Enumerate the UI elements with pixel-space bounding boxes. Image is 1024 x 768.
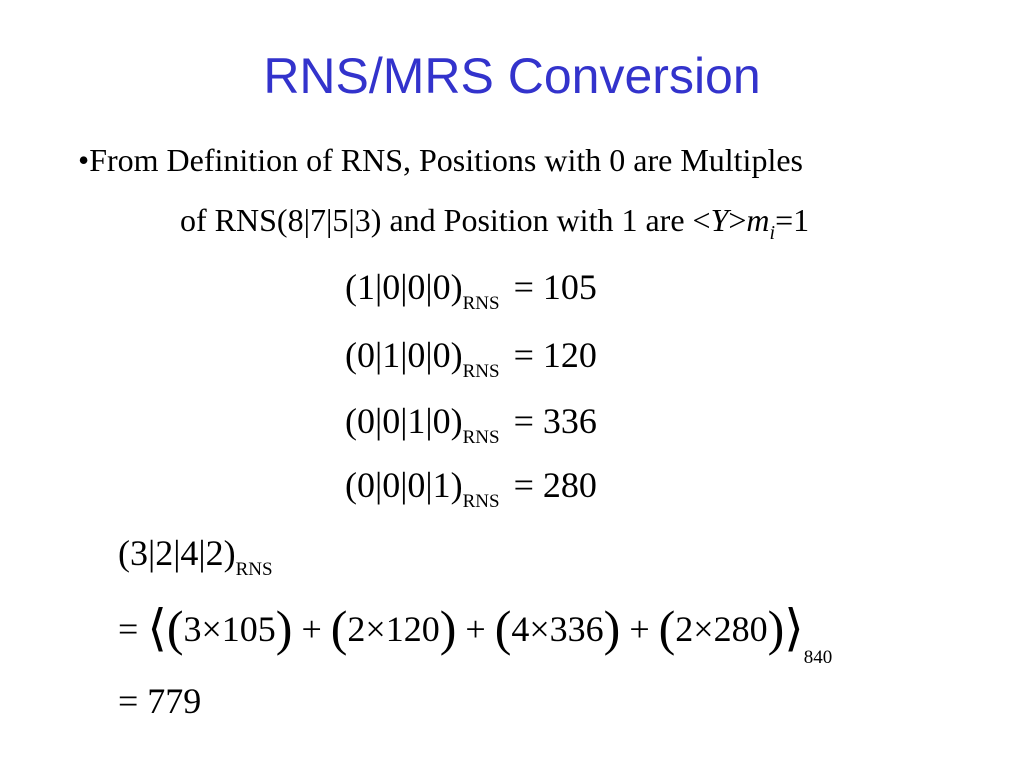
example-term-1: 3×105 xyxy=(183,609,276,649)
example-modulus: 840 xyxy=(803,647,833,668)
example-term-4: 2×280 xyxy=(675,609,768,649)
example-langle: ⟨ xyxy=(147,600,167,656)
equation-3 xyxy=(345,400,597,459)
equation-sub: RNS xyxy=(462,427,500,448)
equation-4 xyxy=(345,464,597,523)
equation-sub: RNS xyxy=(462,361,500,382)
example-eq-sign: = xyxy=(118,609,139,649)
example-term-2: 2×120 xyxy=(347,609,440,649)
equation-lhs: (0|0|1|0) xyxy=(345,401,463,441)
example-lhs-text: (3|2|4|2) xyxy=(118,533,236,573)
equation-2 xyxy=(345,334,597,393)
bullet-line-2-text: of RNS(8|7|5|3) and Position with 1 are xyxy=(180,202,693,238)
equation-lhs: (0|1|0|0) xyxy=(345,335,463,375)
example-lparen: ( xyxy=(330,600,348,656)
example-rangle: ⟩ xyxy=(784,600,804,656)
equation-sub: RNS xyxy=(462,293,500,314)
bullet-end: =1 xyxy=(775,202,810,238)
equation-lhs: (1|0|0|0) xyxy=(345,267,463,307)
equation-sub: RNS xyxy=(462,491,500,512)
equation-rhs: = 336 xyxy=(513,401,597,441)
bullet-lt: < xyxy=(692,202,711,238)
slide-title: RNS/MRS Conversion xyxy=(263,48,761,104)
bullet-y: Y xyxy=(710,202,729,238)
example-lparen: ( xyxy=(658,600,676,656)
example-rparen: ) xyxy=(439,600,457,656)
example-sum xyxy=(118,593,833,668)
bullet-m: m xyxy=(746,202,770,238)
example-rparen: ) xyxy=(275,600,293,656)
example-plus: + xyxy=(301,609,322,649)
example-sub: RNS xyxy=(235,559,273,580)
bullet-line-2 xyxy=(180,200,809,253)
example-result: = 779 xyxy=(118,681,202,721)
example-rparen: ) xyxy=(603,600,621,656)
example-plus: + xyxy=(629,609,650,649)
example-term-3: 4×336 xyxy=(511,609,604,649)
equation-rhs: = 120 xyxy=(513,335,597,375)
example-lparen: ( xyxy=(166,600,184,656)
example-lhs xyxy=(118,532,273,591)
example-rparen: ) xyxy=(767,600,785,656)
equation-1 xyxy=(345,266,597,325)
equation-rhs: = 105 xyxy=(513,267,597,307)
equation-lhs: (0|0|0|1) xyxy=(345,465,463,505)
bullet-gt: > xyxy=(728,202,747,238)
example-plus: + xyxy=(465,609,486,649)
bullet-i: i xyxy=(769,222,776,244)
bullet-line-1: •From Definition of RNS, Positions with 0 are Multiples xyxy=(78,142,803,178)
example-lparen: ( xyxy=(494,600,512,656)
equation-rhs: = 280 xyxy=(513,465,597,505)
